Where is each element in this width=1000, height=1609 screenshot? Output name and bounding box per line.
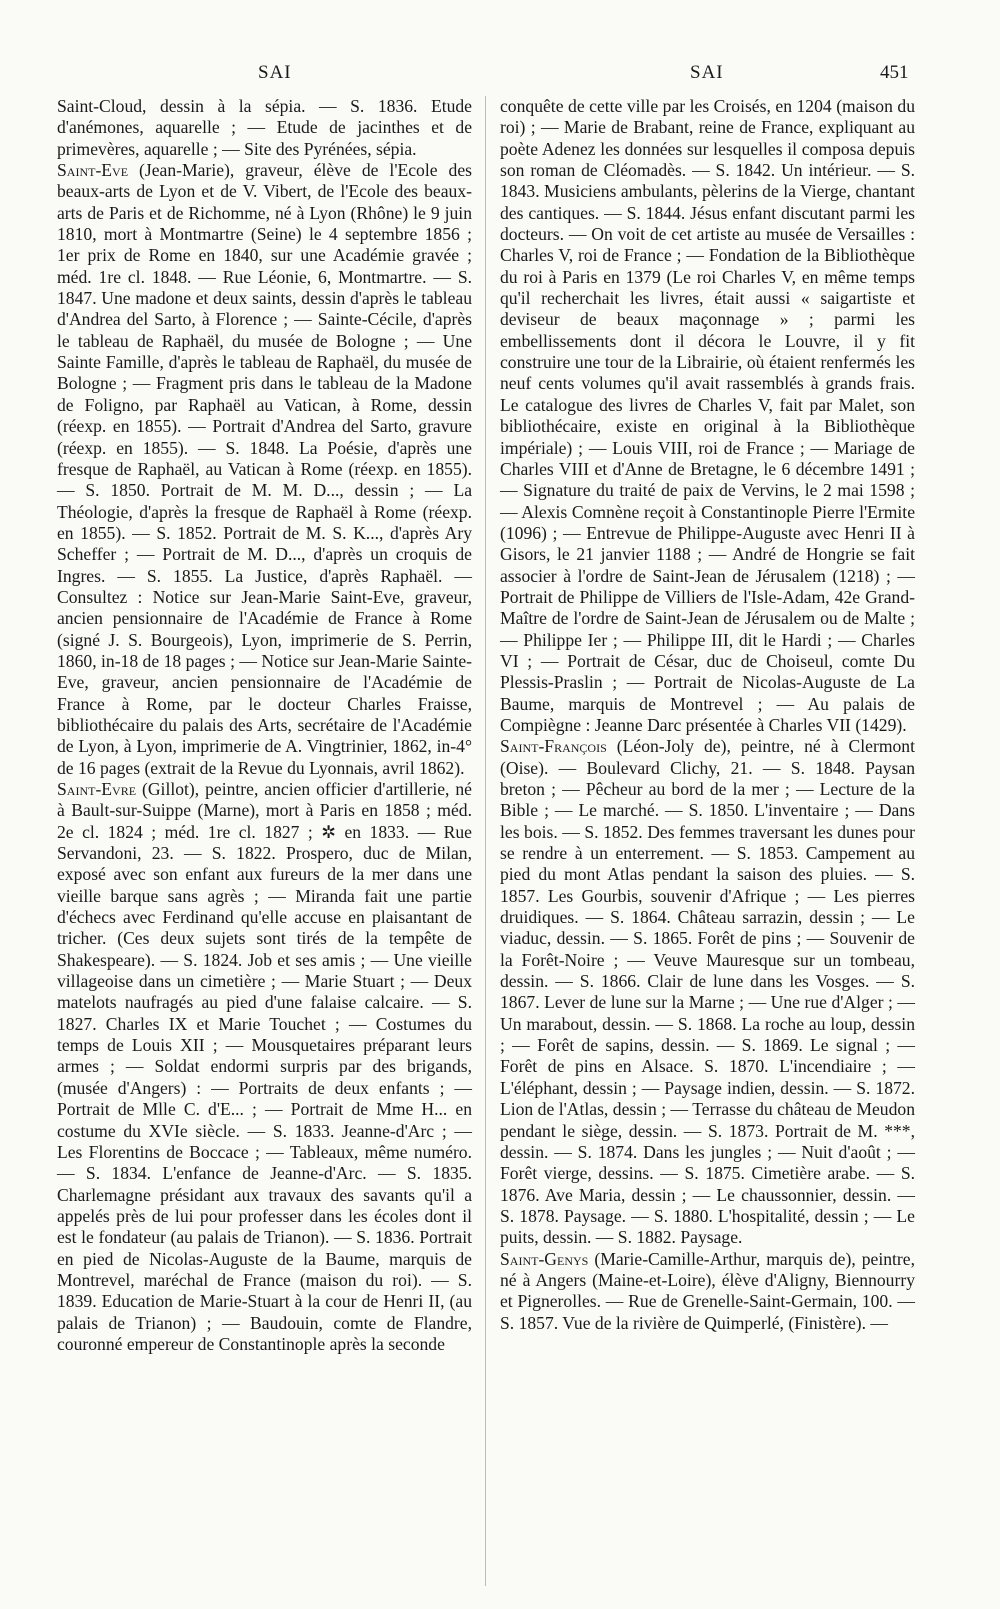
page-number: 451 [880,62,909,83]
entry-text: conquête de cette ville par les Croisés, en 1204 (maison du roi) ; — Marie de Brabant, reine de France, expliquant au poète Adenez les données sur lesquelles il composa depuis son roman de Cléomadès. — S. 1842. Un intérieur. — S. 1843. Musiciens ambulants, pèlerins de la Vierge, chantant des cantiques. — S. 1844. Jésus enfant discutant parmi les docteurs. — On voit de cet artiste au musée de Versailles : Charles V, roi de France ; — Fondation de la Bibliothèque du roi à Paris en 1379 (Le roi Charles V, en même temps qu'il recherchait les livres, était aussi « saigartiste et deviseur de beaux maçonnage » ; parmi les embellissements dont il décora le Louvre, il y fit construire une tour de la Librairie, où étaient renfermés les neuf cents volumes qu'il avait rassemblés à grands frais. Le catalogue des livres de Charles V, fait par Malet, son bibliothécaire, existe en original à la Bibliothèque impériale) ; — Louis VIII, roi de France ; — Mariage de Charles VIII et d'Anne de Bretagne, le 6 décembre 1491 ; — Signature du traité de paix de Vervins, le 2 mai 1598 ; — Alexis Comnène reçoit à Constantinople Pierre l'Ermite (1096) ; — Entrevue de Philippe-Auguste avec Henri II à Gisors, le 21 janvier 1188 ; — André de Hongrie se fait associer à l'ordre de Saint-Jean de Jérusalem (1218) ; — Portrait de Philippe de Villiers de l'Isle-Adam, 42e Grand-Maître de l'ordre de Saint-Jean de Jérusalem ou de Malte ; — Philippe Ier ; — Philippe III, dit le Hardi ; — Charles VI ; — Portrait de César, duc de Choiseul, comte Du Plessis-Praslin ; — Portrait de Nicolas-Auguste de La Baume, marquis de Montrevel ; — Au palais de Compiègne : Jeanne Darc présentée à Charles VII (1429). [500,96,915,735]
column-divider [485,96,486,1586]
left-column [57,96,472,1355]
running-head-right: SAI [690,62,724,83]
entry-text: (Marie-Camille-Arthur, marquis de), peintre, né à Angers (Maine-et-Loire), élève d'Aligny, Biennourry et Pignerolles. — Rue de Grenelle-Saint-Germain, 100. — S. 1857. Vue de la rivière de Quimperlé, (Finistère). — [500,1248,915,1333]
right-column [500,96,915,1334]
entry-continuation [57,96,472,160]
entry-continuation [500,96,915,736]
entry-saint-eve [57,160,472,779]
entry-saint-genys [500,1249,915,1334]
entry-headword: Saint-Eve [57,160,129,181]
entry-headword: Saint-Genys [500,1248,589,1269]
entry-text: (Jean-Marie), graveur, élève de l'Ecole des beaux-arts de Lyon et de V. Vibert, de l'Ecole des beaux-arts de Paris et de Richomme, né à Lyon (Rhône) le 9 juin 1810, mort à Montmartre (Seine) le 4 septembre 1856 ; 1er prix de Rome en 1840, sur une Académie gravée ; méd. 1re cl. 1848. — Rue Léonie, 6, Montmartre. — S. 1847. Une madone et deux saints, dessin d'après le tableau d'Andrea del Sarto, à Florence ; — Sainte-Cécile, d'après le tableau de Raphaël, du musée de Bologne ; — Une Sainte Famille, d'après le tableau de Raphaël, du musée de Bologne ; — Fragment pris dans le tableau de la Madone de Foligno, par Raphaël au Vatican, à Rome, dessin (réexp. en 1855). — Portrait d'Andrea del Sarto, gravure (réexp. en 1855). — S. 1848. La Poésie, d'après une fresque de Raphaël, au Vatican à Rome (réexp. en 1855). — S. 1850. Portrait de M. M. D..., dessin ; — La Théologie, d'après la fresque de Raphaël à Rome (réexp. en 1855). — S. 1852. Portrait de M. S. K..., d'après Ary Scheffer ; — Portrait de M. D..., d'après un croquis de Ingres. — S. 1855. La Justice, d'après Raphaël. — Consultez : Notice sur Jean-Marie Saint-Eve, graveur, ancien pensionnaire de l'Académie de France à Rome (signé J. S. Bourgeois), Lyon, imprimerie de S. Perrin, 1860, in-18 de 18 pages ; — Notice sur Jean-Marie Sainte-Eve, graveur, ancien pensionnaire de l'Académie de France à Rome, par le docteur Charles Fraisse, bibliothécaire du palais des Arts, secrétaire de l'Académie de Lyon, à Lyon, imprimerie de A. Vingtrinier, 1862, in-4° de 16 pages (extrait de la Revue du Lyonnais, avril 1862). [57,160,472,778]
running-head-left: SAI [258,62,292,83]
entry-text: (Gillot), peintre, ancien officier d'artillerie, né à Bault-sur-Suippe (Marne), mort à Paris en 1858 ; méd. 2e cl. 1824 ; méd. 1re cl. 1827 ; ✲ en 1833. — Rue Servandoni, 23. — S. 1822. Prospero, duc de Milan, exposé avec son enfant aux fureurs de la mer dans une vieille barque sans agrès ; — Miranda fait une partie d'échecs avec Ferdinand qu'elle accuse en plaisantant de tricher. (Ces deux sujets sont tirés de la tempête de Shakespeare). — S. 1824. Job et ses amis ; — Une vieille villageoise dans un cimetière ; — Marie Stuart ; — Deux matelots naufragés au pied d'une falaise calcaire. — S. 1827. Charles IX et Marie Touchet ; — Costumes du temps de Louis XII ; — Mousquetaires préparant leurs armes ; — Soldat endormi surpris par des brigands, (musée d'Angers) : — Portraits de deux enfants ; — Portrait de Mlle C. d'E... ; — Portrait de Mme H... en costume du XVIe siècle. — S. 1833. Jeanne-d'Arc ; — Les Florentins de Boccace ; — Tableaux, même numéro. — S. 1834. L'enfance de Jeanne-d'Arc. — S. 1835. Charlemagne présidant aux travaux des savants qu'il a appelés près de lui pour professer dans les écoles dont il est le fondateur (au palais de Trianon). — S. 1836. Portrait en pied de Nicolas-Auguste de la Baume, marquis de Montrevel, maréchal de France (maison du roi). — S. 1839. Education de Marie-Stuart à la cour de Henri II, (au palais de Trianon) ; — Baudouin, comte de Flandre, couronné empereur de Constantinople après la seconde [57,779,472,1354]
entry-text: (Léon-Joly de), peintre, né à Clermont (Oise). — Boulevard Clichy, 21. — S. 1848. Paysan breton ; — Pêcheur au bord de la mer ; — Lecture de la Bible ; — Le marché. — S. 1850. L'inventaire ; — Dans les bois. — S. 1852. Des femmes traversant les dunes pour se rendre à un enterrement. — S. 1853. Campement au pied du mont Atlas pendant la saison des pluies. — S. 1857. Les Gourbis, souvenir d'Afrique ; — Les pierres druidiques. — S. 1864. Château sarrazin, dessin ; — Le viaduc, dessin. — S. 1865. Forêt de pins ; — Souvenir de la Forêt-Noire ; — Veuve Mauresque sur un tombeau, dessin. — S. 1866. Clair de lune dans les Vosges. — S. 1867. Lever de lune sur la Marne ; — Une rue d'Alger ; — Un marabout, dessin. — S. 1868. La roche au loup, dessin ; — Forêt de sapins, dessin. — S. 1869. Le signal ; — Forêt de pins en Alsace. S. 1870. L'incendiaire ; — L'éléphant, dessin ; — Paysage indien, dessin. — S. 1872. Lion de l'Atlas, dessin ; — Terrasse du château de Meudon pendant le siège, dessin. — S. 1873. Portrait de M. ***, dessin. — S. 1874. Dans les jungles ; — Nuit d'août ; — Forêt vierge, dessins. — S. 1875. Cimetière arabe. — S. 1876. Ave Maria, dessin ; — Le chaussonnier, dessin. — S. 1878. Paysage. — S. 1880. L'hospitalité, dessin ; — Le puits, dessin. — S. 1882. Paysage. [500,736,915,1248]
entry-text: Saint-Cloud, dessin à la sépia. — S. 1836. Etude d'anémones, aquarelle ; — Etude de jacinthes et de primevères, aquarelle ; — Site des Pyrénées, sépia. [57,96,472,159]
entry-saint-francois [500,736,915,1248]
entry-saint-evre [57,779,472,1355]
entry-headword: Saint-François [500,736,607,757]
entry-headword: Saint-Evre [57,779,137,799]
